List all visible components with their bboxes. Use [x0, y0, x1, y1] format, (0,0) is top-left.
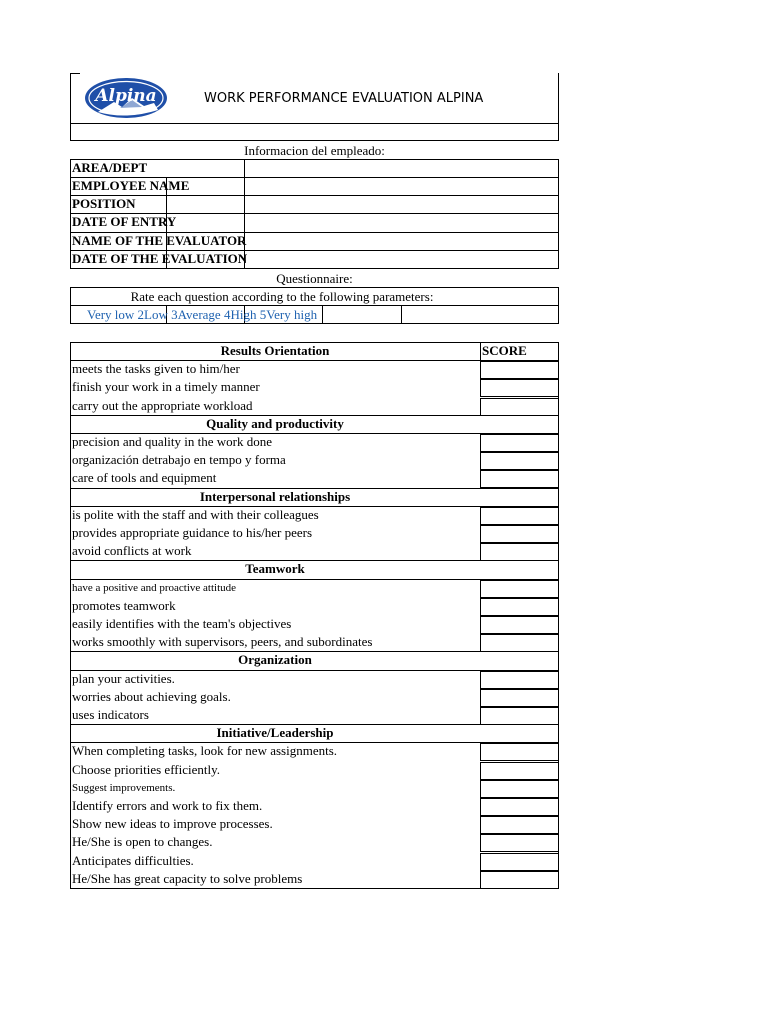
logo-wordmark: Alpina: [95, 86, 157, 106]
header-border-top: [70, 73, 80, 74]
field-input-area-dept[interactable]: [245, 160, 558, 177]
field-input-employee-name[interactable]: [245, 178, 558, 195]
question-text: meets the tasks given to him/her: [72, 361, 240, 376]
question-text: When completing tasks, look for new assignments.: [72, 743, 338, 758]
scale-divider: [322, 305, 323, 324]
scale-divider: [401, 305, 402, 324]
field-label-area-dept: AREA/DEPT: [72, 160, 148, 175]
table-border-right: [558, 342, 559, 889]
question-text: He/She has great capacity to solve problems: [72, 871, 303, 886]
field-label-employee-name: EMPLOYEE NAME: [72, 178, 190, 193]
page-title: WORK PERFORMANCE EVALUATION ALPINA: [204, 91, 484, 106]
score-header: SCORE: [482, 343, 527, 358]
score-input[interactable]: [480, 780, 559, 798]
score-input[interactable]: [480, 671, 559, 689]
question-text: provides appropriate guidance to his/her peers: [72, 525, 313, 540]
score-input[interactable]: [480, 707, 559, 725]
question-text: He/She is open to changes.: [72, 834, 213, 849]
score-input[interactable]: [480, 834, 559, 852]
table-border-left: [70, 342, 71, 889]
field-label-evaluator-name: NAME OF THE EVALUATOR: [72, 233, 247, 248]
header-border-left: [70, 73, 71, 141]
rating-scale-text: Very low 2Low 3Average 4High 5Very high: [87, 307, 318, 322]
score-input[interactable]: [480, 743, 559, 761]
score-input[interactable]: [480, 525, 559, 543]
score-input[interactable]: [480, 853, 559, 871]
question-text: Choose priorities efficiently.: [72, 762, 221, 777]
question-text: Show new ideas to improve processes.: [72, 816, 273, 831]
section-title: Quality and productivity: [206, 416, 344, 431]
field-input-evaluator-name[interactable]: [245, 233, 558, 250]
question-text: Identify errors and work to fix them.: [72, 798, 263, 813]
section-title: Teamwork: [245, 561, 305, 576]
score-input[interactable]: [480, 398, 559, 416]
score-input[interactable]: [480, 616, 559, 634]
question-text: plan your activities.: [72, 671, 175, 686]
header-border-bottom: [70, 140, 559, 141]
score-input[interactable]: [480, 543, 559, 561]
field-input-date-of-entry[interactable]: [245, 214, 558, 232]
section-title: Results Orientation: [220, 343, 330, 358]
field-input-position[interactable]: [245, 196, 558, 213]
score-input[interactable]: [480, 580, 559, 598]
question-text: easily identifies with the team's objectives: [72, 616, 292, 631]
table-rule: [70, 888, 559, 889]
question-text: carry out the appropriate workload: [72, 398, 253, 413]
score-column-rule: [480, 342, 481, 360]
alpina-logo: [84, 76, 168, 122]
score-input[interactable]: [480, 762, 559, 780]
score-input[interactable]: [480, 434, 559, 452]
question-text: Anticipates difficulties.: [72, 853, 194, 868]
score-input[interactable]: [480, 452, 559, 470]
question-text: worries about achieving goals.: [72, 689, 231, 704]
score-input[interactable]: [480, 598, 559, 616]
header-divider: [70, 123, 559, 124]
score-input[interactable]: [480, 634, 559, 652]
score-input[interactable]: [480, 507, 559, 525]
section-title: Interpersonal relationships: [199, 489, 351, 504]
field-label-position: POSITION: [72, 196, 136, 211]
section-title: Initiative/Leadership: [216, 725, 334, 740]
score-input[interactable]: [480, 361, 559, 379]
question-text: uses indicators: [72, 707, 149, 722]
question-text: promotes teamwork: [72, 598, 176, 613]
question-text: care of tools and equipment: [72, 470, 217, 485]
score-input[interactable]: [480, 816, 559, 834]
question-text: finish your work in a timely manner: [72, 379, 260, 394]
question-text: have a positive and proactive attitude: [72, 582, 237, 594]
question-text: precision and quality in the work done: [72, 434, 273, 449]
question-text: is polite with the staff and with their colleagues: [72, 507, 319, 522]
score-input[interactable]: [480, 379, 559, 397]
alpina-logo-icon: [84, 76, 168, 122]
question-text: works smoothly with supervisors, peers, and subordinates: [72, 634, 373, 649]
field-label-date-of-entry: DATE OF ENTRY: [72, 214, 177, 229]
question-text: Suggest improvements.: [72, 782, 176, 794]
field-label-evaluation-date: DATE OF THE EVALUATION: [72, 251, 248, 266]
score-input[interactable]: [480, 871, 559, 889]
questionnaire-heading: Questionnaire:: [276, 271, 353, 286]
header-border-right: [558, 73, 559, 141]
field-input-evaluation-date[interactable]: [245, 251, 558, 268]
score-input[interactable]: [480, 798, 559, 816]
question-text: avoid conflicts at work: [72, 543, 192, 558]
section-title: Organization: [238, 652, 312, 667]
question-text: organización detrabajo en tempo y forma: [72, 452, 286, 467]
score-input[interactable]: [480, 470, 559, 488]
rating-instruction: Rate each question according to the following parameters:: [130, 289, 434, 304]
score-input[interactable]: [480, 689, 559, 707]
employee-info-heading: Informacion del empleado:: [244, 143, 385, 158]
